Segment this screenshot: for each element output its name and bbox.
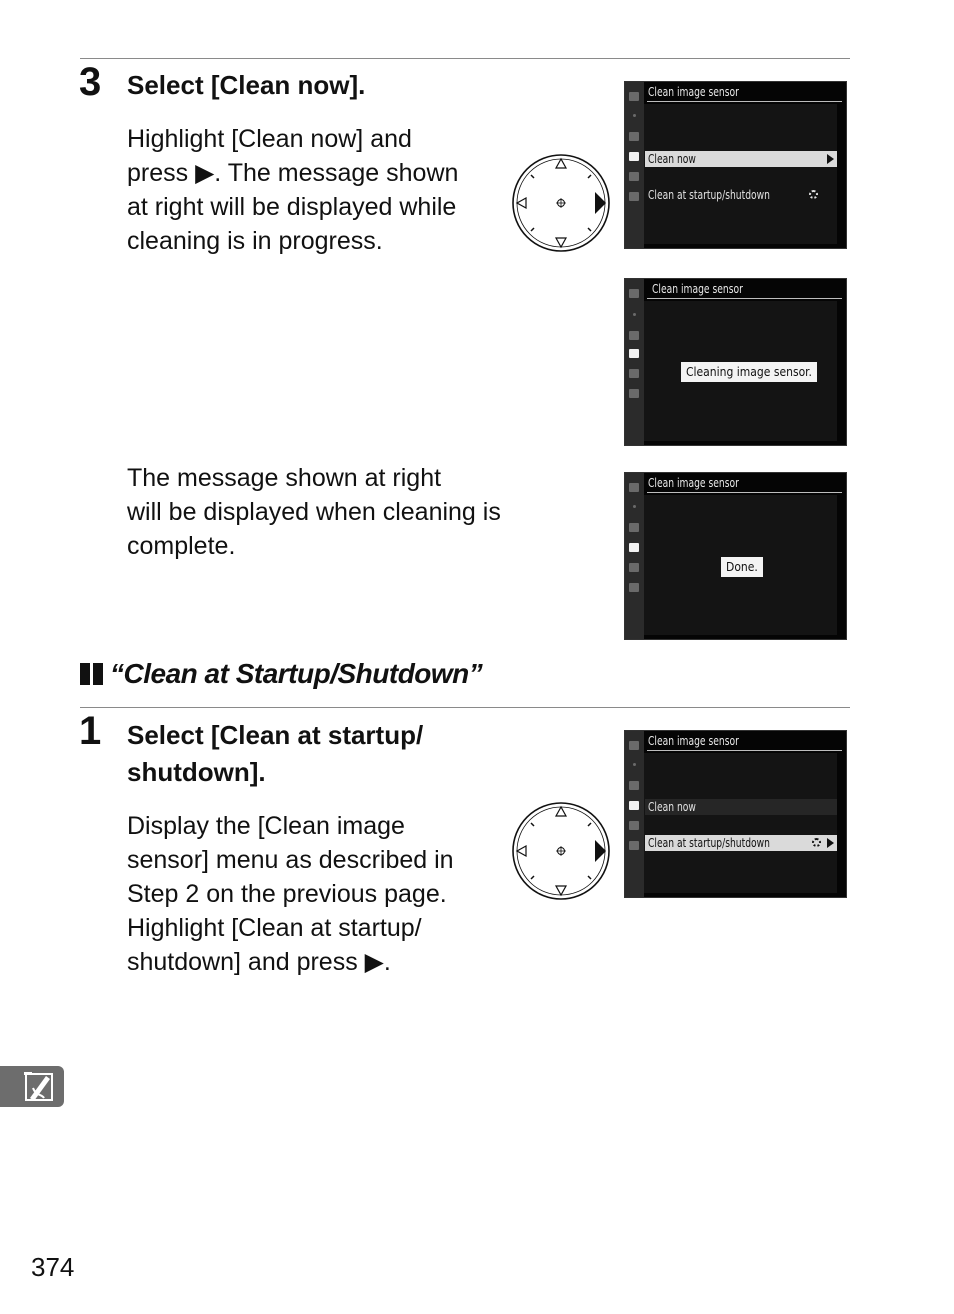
custom-settings-icon [629,132,639,141]
body-line: shutdown] and press ▶. [127,948,391,976]
camera-screen-done [624,472,847,640]
custom-settings-icon [629,781,639,790]
menu-tab-bar [625,731,644,897]
step-number: 1 [79,709,102,753]
done-description [127,461,501,563]
menu-item-label: Clean now [648,800,696,814]
section-rule [80,707,850,708]
my-menu-icon [629,389,639,398]
retouch-menu-icon [629,563,639,572]
menu-item-clean-now [645,151,837,167]
playback-menu-icon [629,741,639,750]
cleaning-message: Cleaning image sensor. [681,362,817,382]
done-message: Done. [721,557,763,577]
camera-screen-clean-startup [624,730,847,898]
title-line: Select [Clean at startup/ [127,720,424,750]
section-heading [80,658,482,690]
body-line: The message shown at right [127,464,442,492]
step-number: 3 [79,60,102,104]
screen-divider [647,750,842,751]
screen-title: Clean image sensor [648,85,739,99]
clean-setting-icon [812,838,821,847]
page-number: 374 [31,1252,75,1282]
menu-item-clean-startup [645,835,837,851]
playback-menu-icon [629,483,639,492]
multi-selector-right-icon [511,801,611,901]
menu-panel [644,753,837,893]
title-line: shutdown]. [127,757,266,787]
custom-settings-icon [629,523,639,532]
body-line: Highlight [Clean at startup/ [127,914,422,942]
setup-menu-tab-icon [0,1066,64,1107]
playback-menu-icon [629,92,639,101]
shooting-menu-icon [633,505,636,508]
setup-menu-icon [629,152,639,161]
custom-settings-icon [629,331,639,340]
camera-screen-cleaning [624,278,847,446]
retouch-menu-icon [629,369,639,378]
screen-title: Clean image sensor [648,734,739,748]
screen-title: Clean image sensor [648,476,739,490]
menu-item-label: Clean now [648,152,696,166]
body-line: Display the [Clean image [127,812,405,840]
menu-tab-bar [625,473,644,639]
body-line: will be displayed when cleaning is [127,498,501,526]
body-line: at right will be displayed while [127,193,457,221]
pencil-note-icon [0,1066,64,1107]
body-line: complete. [127,532,236,560]
screen-divider [647,298,842,299]
retouch-menu-icon [629,821,639,830]
arrow-right-icon [827,838,834,848]
menu-item-label: Clean at startup/shutdown [648,188,770,202]
step-title [127,717,423,791]
screen-title: Clean image sensor [652,282,743,296]
menu-item-clean-now [645,799,837,815]
shooting-menu-icon [633,763,636,766]
retouch-menu-icon [629,172,639,181]
shooting-menu-icon [633,114,636,117]
menu-item-clean-startup [645,187,837,203]
section-title: “Clean at Startup/Shutdown” [110,658,483,689]
body-line: press ▶. The message shown [127,159,459,187]
arrow-right-icon [827,154,834,164]
menu-panel [644,104,837,244]
body-line: sensor] menu as described in [127,846,454,874]
shooting-menu-icon [633,313,636,316]
my-menu-icon [629,841,639,850]
top-rule [80,58,850,59]
body-line: Highlight [Clean now] and [127,125,412,153]
menu-tab-bar [625,279,644,445]
step-body [127,122,458,258]
step-body [127,809,454,979]
screen-divider [647,101,842,102]
step-title: Select [Clean now]. [127,70,366,100]
my-menu-icon [629,192,639,201]
section-marker-icon [80,663,103,685]
setup-menu-icon [629,801,639,810]
playback-menu-icon [629,289,639,298]
clean-setting-icon [809,190,818,199]
screen-divider [647,492,842,493]
setup-menu-icon [629,349,639,358]
camera-screen-clean-now [624,81,847,249]
menu-item-label: Clean at startup/shutdown [648,836,770,850]
setup-menu-icon [629,543,639,552]
menu-tab-bar [625,82,644,248]
body-line: Step 2 on the previous page. [127,880,447,908]
multi-selector-right-icon [511,153,611,253]
my-menu-icon [629,583,639,592]
body-line: cleaning is in progress. [127,227,383,255]
